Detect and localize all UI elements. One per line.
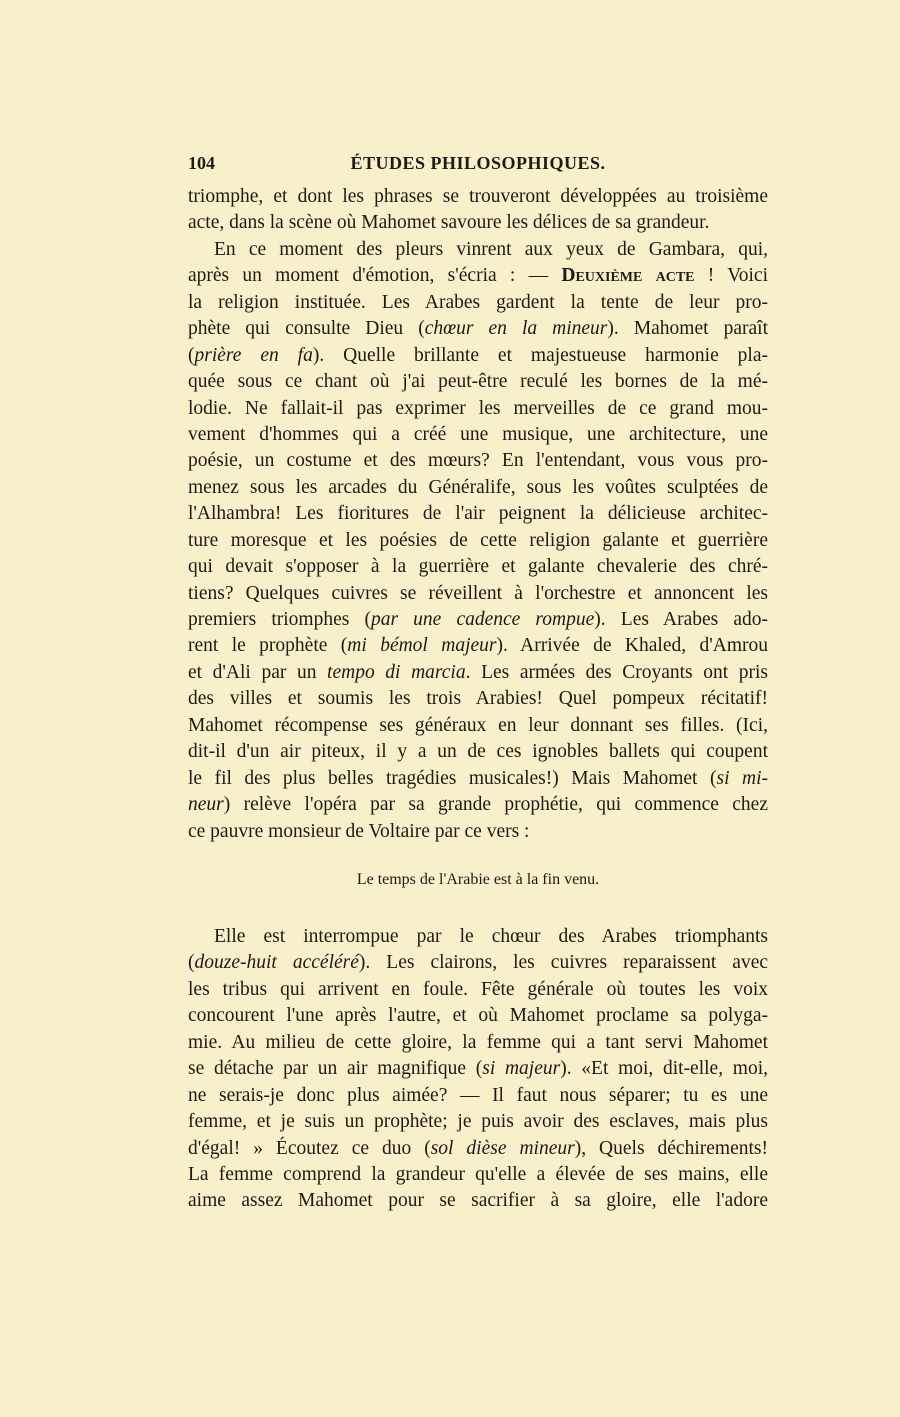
text-segment: ce pauvre monsieur de Voltaire par ce vers :	[188, 820, 530, 842]
italic-text: neur	[188, 794, 224, 816]
text-segment: ! Voici	[694, 265, 768, 287]
text-segment: ), Quels déchirements!	[574, 1137, 768, 1159]
text-segment: qui devait s'opposer à la guerrière et galante chevalerie des chré-	[188, 556, 768, 578]
text-line	[188, 448, 768, 474]
text-line	[188, 1136, 768, 1162]
text-segment: vement d'hommes qui a créé une musique, une architecture, une	[188, 423, 768, 445]
text-line	[188, 1188, 768, 1214]
text-segment: quée sous ce chant où j'ai peut-être reculé les bornes de la mé-	[188, 371, 768, 393]
text-segment: poésie, un costume et des mœurs? En l'entendant, vous vous pro-	[188, 450, 768, 472]
text-segment: ). «Et moi, dit-elle, moi,	[560, 1058, 768, 1080]
text-segment: ). Mahomet paraît	[607, 318, 768, 340]
text-line	[188, 739, 768, 765]
text-line	[188, 819, 768, 845]
text-segment: ). Quelle brillante et majestueuse harmonie pla-	[312, 344, 768, 366]
text-segment: concourent l'une après l'autre, et où Mahomet proclame sa polyga-	[188, 1005, 768, 1027]
text-segment: des villes et soumis les trois Arabies! Quel pompeux récitatif!	[188, 688, 768, 710]
text-line	[188, 554, 768, 580]
text-line	[188, 369, 768, 395]
text-segment: l'Alhambra! Les fioritures de l'air peignent la délicieuse architec-	[188, 503, 768, 525]
text-segment: . Les armées des Croyants ont pris	[465, 661, 768, 683]
italic-text: si majeur	[482, 1058, 561, 1080]
text-segment: lodie. Ne fallait-il pas exprimer les merveilles de ce grand mou-	[188, 397, 768, 419]
text-line	[188, 792, 768, 818]
text-segment: rent le prophète (	[188, 635, 348, 657]
text-segment: triomphe, et dont les phrases se trouveront développées au troisième	[188, 186, 768, 207]
text-segment: phète qui consulte Dieu (	[188, 318, 425, 340]
text-segment: (	[188, 344, 195, 366]
text-segment: d'égal! » Écoutez ce duo (	[188, 1137, 431, 1159]
text-line	[188, 977, 768, 1003]
text-segment: le fil des plus belles tragédies musicales!) Mais Mahomet (	[188, 767, 717, 789]
italic-text: sol dièse mineur	[430, 1137, 575, 1159]
italic-text: chœur en la mineur	[424, 318, 608, 340]
text-line	[188, 475, 768, 501]
text-segment: aime assez Mahomet pour se sacrifier à sa gloire, elle l'adore	[188, 1190, 768, 1212]
text-segment: tiens? Quelques cuivres se réveillent à l'orchestre et annoncent les	[188, 582, 768, 604]
text-line	[188, 343, 768, 369]
text-segment: En ce moment des pleurs vinrent aux yeux de Gambara, qui,	[214, 238, 768, 260]
italic-text: si mi-	[716, 767, 768, 789]
italic-text: tempo di marcia	[327, 661, 466, 683]
text-line	[188, 422, 768, 448]
text-line	[188, 1162, 768, 1188]
text-segment: mie. Au milieu de cette gloire, la femme qui a tant servi Mahomet	[188, 1031, 768, 1053]
text-segment: et d'Ali par un	[188, 661, 328, 683]
text-line	[188, 607, 768, 633]
text-segment: dit-il d'un air piteux, il y a un de ces ignobles ballets qui coupent	[188, 741, 768, 763]
text-line	[188, 184, 768, 210]
text-block-top	[188, 184, 768, 845]
text-line	[188, 686, 768, 712]
text-segment: se détache par un air magnifique (	[188, 1058, 483, 1080]
text-segment: menez sous les arcades du Généralife, sous les voûtes sculptées de	[188, 476, 768, 498]
text-line	[188, 581, 768, 607]
text-line	[188, 396, 768, 422]
page-header	[188, 153, 768, 179]
text-line	[188, 950, 768, 976]
italic-text: par une cadence rompue	[370, 609, 595, 630]
text-line	[188, 316, 768, 342]
text-line	[188, 528, 768, 554]
italic-text: mi bémol majeur	[347, 635, 497, 657]
text-line	[188, 237, 768, 263]
text-line	[188, 501, 768, 527]
text-line	[188, 1030, 768, 1056]
text-segment: (	[188, 952, 195, 974]
text-segment: femme, et je suis un prophète; je puis avoir des esclaves, mais plus	[188, 1111, 768, 1133]
text-segment: ture moresque et les poésies de cette religion galante et guerrière	[188, 529, 768, 551]
text-segment: la religion instituée. Les Arabes gardent la tente de leur pro-	[188, 291, 768, 313]
text-line	[188, 1003, 768, 1029]
italic-text: douze-huit accéléré	[194, 952, 359, 974]
text-line	[188, 633, 768, 659]
running-title: ÉTUDES PHILOSOPHIQUES.	[350, 153, 606, 173]
page-number: 104	[188, 153, 215, 173]
text-segment: ). Les Arabes ado-	[594, 609, 768, 630]
verse-quote: Le temps de l'Arabie est à la fin venu.	[356, 871, 600, 888]
italic-text: prière en fa	[194, 344, 313, 366]
text-line	[188, 290, 768, 316]
text-segment: La femme comprend la grandeur qu'elle a élevée de ses mains, elle	[188, 1163, 768, 1185]
text-line	[188, 1083, 768, 1109]
text-segment: ). Les clairons, les cuivres reparaissent avec	[358, 952, 768, 974]
text-line	[188, 660, 768, 686]
text-segment: ) relève l'opéra par sa grande prophétie, qui commence chez	[223, 794, 768, 816]
text-segment: les tribus qui arrivent en foule. Fête générale où toutes les voix	[188, 978, 768, 1000]
text-segment: Elle est interrompue par le chœur des Arabes triomphants	[214, 926, 768, 947]
text-block-bottom	[188, 924, 768, 1215]
text-line	[188, 1109, 768, 1135]
text-segment: ne serais-je donc plus aimée? — Il faut nous séparer; tu es une	[188, 1084, 768, 1106]
text-segment: après un moment d'émotion, s'écria : —	[188, 265, 562, 287]
text-line	[188, 766, 768, 792]
text-line	[188, 210, 768, 236]
text-line	[188, 924, 768, 950]
text-segment: premiers triomphes (	[188, 609, 371, 630]
text-line	[188, 713, 768, 739]
small-caps-text: Deuxième acte	[561, 265, 695, 287]
text-line	[188, 1056, 768, 1082]
text-segment: Mahomet récompense ses généraux en leur donnant ses filles. (Ici,	[188, 714, 768, 736]
text-line	[188, 263, 768, 289]
text-segment: acte, dans la scène où Mahomet savoure les délices de sa grandeur.	[188, 212, 710, 234]
text-segment: ). Arrivée de Khaled, d'Amrou	[496, 635, 768, 657]
